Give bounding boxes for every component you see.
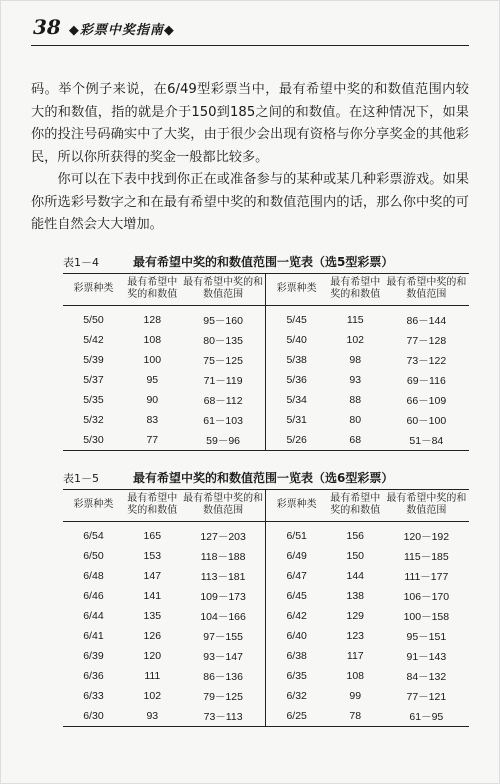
table-row xyxy=(63,646,469,666)
table-cell: 150 xyxy=(346,550,365,562)
table-cell: 144 xyxy=(346,570,365,582)
table-cell: 6/48 xyxy=(83,570,104,582)
table-cell: 102 xyxy=(346,334,365,346)
table-cell: 6/30 xyxy=(83,710,104,722)
table-cell: 5/36 xyxy=(266,370,327,390)
table-cell: 6/50 xyxy=(83,550,104,562)
table-number: 表1－5 xyxy=(63,472,99,485)
header-rule xyxy=(31,45,469,46)
table-cell: 115－185 xyxy=(403,550,449,563)
table-cell: 126 xyxy=(143,630,162,642)
table-cell: 102 xyxy=(143,690,162,702)
table-cell: 6/32 xyxy=(266,686,327,706)
table-cell: 73－122 xyxy=(406,354,447,367)
table-cell: 5/39 xyxy=(83,354,104,366)
table-cell: 104－166 xyxy=(200,610,246,623)
table-row xyxy=(63,586,469,606)
table-sum-range-pick5 xyxy=(63,253,469,451)
table-cell: 118－188 xyxy=(200,550,246,563)
table-cell: 78 xyxy=(349,710,362,722)
table-cell: 5/26 xyxy=(266,430,327,451)
table-header-row xyxy=(63,274,469,306)
table-row xyxy=(63,706,469,727)
data-table xyxy=(63,273,469,451)
table-number: 表1－4 xyxy=(63,256,99,269)
table-cell: 73－113 xyxy=(203,710,243,723)
table-cell: 5/34 xyxy=(266,390,327,410)
table-cell: 86－144 xyxy=(406,314,447,327)
table-cell: 6/44 xyxy=(83,610,104,622)
table-cell: 108 xyxy=(143,334,162,346)
table-title: 最有希望中奖的和数值范围一览表（选6型彩票） xyxy=(133,471,394,485)
table-row xyxy=(63,350,469,370)
table-cell: 69－116 xyxy=(406,374,446,387)
table-cell: 111－177 xyxy=(404,570,449,583)
table-cell: 117 xyxy=(346,650,364,662)
running-title: ◆彩票中奖指南◆ xyxy=(68,23,175,38)
table-cell: 115 xyxy=(346,314,364,326)
table-cell: 5/35 xyxy=(83,394,104,406)
table-body xyxy=(63,522,469,727)
table-cell: 68 xyxy=(349,434,362,446)
paragraph: 你可以在下表中找到你正在或准备参与的某种或某几种彩票游戏。如果你所选彩号数字之和在最有希望中奖的和数值范围内的话，那么你中奖的可能性自然会大大增加。 xyxy=(31,172,469,232)
table-row xyxy=(63,626,469,646)
column-header-sum: 最有希望中奖的和数值 xyxy=(124,490,181,522)
table-cell: 6/49 xyxy=(266,546,327,566)
table-cell: 6/45 xyxy=(266,586,327,606)
table-cell: 97－155 xyxy=(203,630,243,643)
column-header-range: 最有希望中奖的和数值范围 xyxy=(181,274,266,306)
table-cell: 95 xyxy=(146,374,159,386)
table-row xyxy=(63,546,469,566)
table-cell: 6/25 xyxy=(266,706,327,727)
table-cell: 51－84 xyxy=(409,434,444,447)
table-cell: 80－135 xyxy=(203,334,243,347)
body-text xyxy=(31,79,469,237)
table-cell: 6/38 xyxy=(266,646,327,666)
table-cell: 60－100 xyxy=(406,414,447,427)
table-cell: 6/42 xyxy=(266,606,327,626)
table-cell: 86－136 xyxy=(203,670,243,683)
table-cell: 6/41 xyxy=(83,630,104,642)
table-row xyxy=(63,522,469,547)
table-cell: 71－119 xyxy=(203,374,243,387)
table-cell: 5/32 xyxy=(83,414,104,426)
table-row xyxy=(63,330,469,350)
table-cell: 5/50 xyxy=(83,314,104,326)
table-cell: 6/54 xyxy=(83,530,104,542)
table-cell: 135 xyxy=(143,610,162,622)
table-cell: 5/42 xyxy=(83,334,104,346)
column-header-sum: 最有希望中奖的和数值 xyxy=(124,274,181,306)
table-cell: 61－95 xyxy=(409,710,444,723)
column-header-range: 最有希望中奖的和数值范围 xyxy=(384,274,469,306)
table-cell: 5/40 xyxy=(266,330,327,350)
table-cell: 109－173 xyxy=(200,590,246,603)
table-cell: 141 xyxy=(143,590,162,602)
table-cell: 75－125 xyxy=(203,354,243,367)
table-row xyxy=(63,566,469,586)
table-cell: 93 xyxy=(146,710,159,722)
table-cell: 6/39 xyxy=(83,650,104,662)
column-header-sum: 最有希望中奖的和数值 xyxy=(327,274,384,306)
table-cell: 98 xyxy=(349,354,362,366)
table-cell: 6/35 xyxy=(266,666,327,686)
column-header-range: 最有希望中奖的和数值范围 xyxy=(181,490,266,522)
column-header-type: 彩票种类 xyxy=(266,490,327,522)
table-cell: 153 xyxy=(143,550,162,562)
column-header-type: 彩票种类 xyxy=(63,274,124,306)
table-cell: 6/51 xyxy=(266,522,327,547)
table-cell: 83 xyxy=(146,414,159,426)
page-header xyxy=(33,15,467,41)
table-cell: 66－109 xyxy=(406,394,447,407)
table-title: 最有希望中奖的和数值范围一览表（选5型彩票） xyxy=(133,255,394,269)
table-caption xyxy=(63,253,469,273)
table-cell: 5/31 xyxy=(266,410,327,430)
page-number: 38 xyxy=(33,15,61,39)
table-cell: 91－143 xyxy=(406,650,447,663)
table-sum-range-pick6 xyxy=(63,469,469,727)
table-cell: 93－147 xyxy=(203,650,243,663)
table-cell: 59－96 xyxy=(206,434,241,447)
table-cell: 77－121 xyxy=(406,690,447,703)
table-cell: 128 xyxy=(143,314,162,326)
table-cell: 113－181 xyxy=(200,570,246,583)
table-caption xyxy=(63,469,469,489)
table-row xyxy=(63,410,469,430)
table-cell: 68－112 xyxy=(203,394,243,407)
column-header-sum: 最有希望中奖的和数值 xyxy=(327,490,384,522)
table-cell: 5/30 xyxy=(83,434,104,446)
table-cell: 6/47 xyxy=(266,566,327,586)
table-cell: 99 xyxy=(349,690,362,702)
table-cell: 6/46 xyxy=(83,590,104,602)
table-cell: 5/37 xyxy=(83,374,104,386)
table-row xyxy=(63,666,469,686)
table-cell: 5/45 xyxy=(266,306,327,331)
table-row xyxy=(63,430,469,451)
paragraph: 码。举个例子来说，在6/49型彩票当中，最有希望中奖的和数值范围内较大的和数值，指的就是介于150到185之间的和数值。在这种情况下，如果你的投注号码确实中了大奖，由于很少会出现有资格与你分享奖金的其他彩民，所以你所获得的奖金一般都比较多。 xyxy=(31,82,469,165)
table-cell: 165 xyxy=(143,530,162,542)
table-cell: 93 xyxy=(349,374,362,386)
table-cell: 123 xyxy=(346,630,365,642)
table-cell: 61－103 xyxy=(203,414,243,427)
table-cell: 95－160 xyxy=(203,314,243,327)
table-cell: 90 xyxy=(146,394,159,406)
table-cell: 120－192 xyxy=(403,530,450,543)
table-row xyxy=(63,606,469,626)
column-header-type: 彩票种类 xyxy=(266,274,327,306)
column-header-range: 最有希望中奖的和数值范围 xyxy=(384,490,469,522)
column-header-type: 彩票种类 xyxy=(63,490,124,522)
table-cell: 6/33 xyxy=(83,690,104,702)
table-row xyxy=(63,390,469,410)
table-cell: 106－170 xyxy=(403,590,450,603)
table-cell: 120 xyxy=(143,650,162,662)
table-cell: 88 xyxy=(349,394,362,406)
table-cell: 95－151 xyxy=(406,630,447,643)
table-cell: 129 xyxy=(346,610,365,622)
data-table xyxy=(63,489,469,727)
table-cell: 77－128 xyxy=(406,334,447,347)
table-row xyxy=(63,306,469,331)
table-row xyxy=(63,370,469,390)
table-cell: 100－158 xyxy=(403,610,450,623)
table-cell: 84－132 xyxy=(406,670,447,683)
table-body xyxy=(63,306,469,451)
table-cell: 147 xyxy=(143,570,162,582)
table-cell: 79－125 xyxy=(203,690,243,703)
table-cell: 80 xyxy=(349,414,362,426)
table-cell: 138 xyxy=(346,590,365,602)
table-cell: 108 xyxy=(346,670,365,682)
table-cell: 111 xyxy=(144,670,161,682)
table-cell: 156 xyxy=(346,530,365,542)
table-cell: 5/38 xyxy=(266,350,327,370)
table-row xyxy=(63,686,469,706)
table-cell: 6/40 xyxy=(266,626,327,646)
table-cell: 100 xyxy=(143,354,162,366)
table-cell: 6/36 xyxy=(83,670,104,682)
table-header-row xyxy=(63,490,469,522)
table-cell: 77 xyxy=(146,434,159,446)
table-cell: 127－203 xyxy=(200,530,246,543)
